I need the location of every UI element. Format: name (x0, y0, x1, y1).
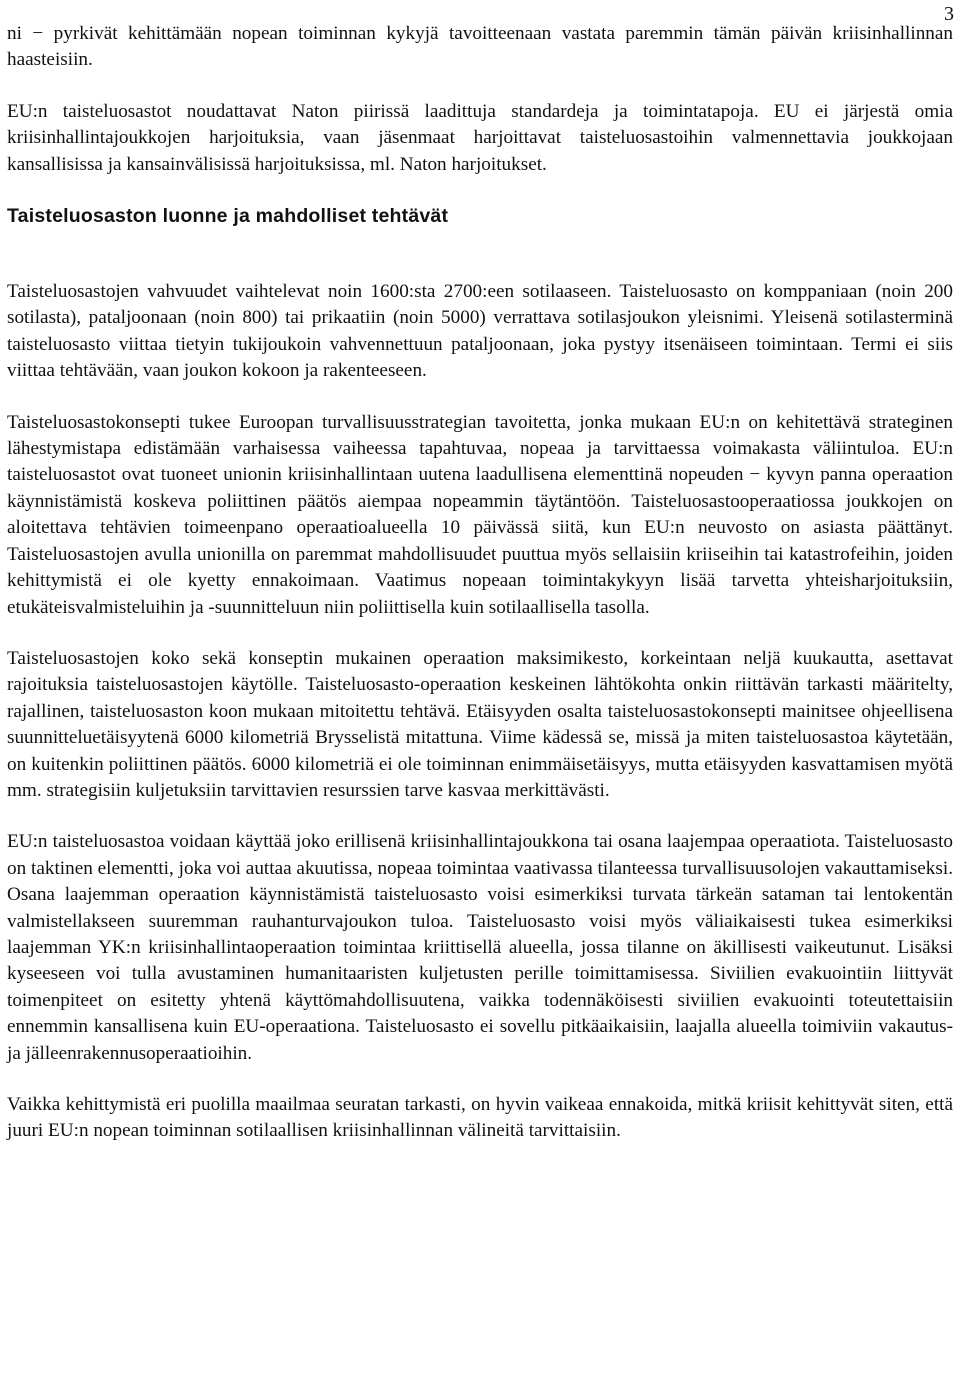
paragraph-6: EU:n taisteluosastoa voidaan käyttää joko erillisenä kriisinhallintajoukkona tai osana laajempaa operaatiota. Taisteluosasto on taktinen elementti, joka voi auttaa akuutissa, nopeaa toimintaa vaativassa tilanteessa turvallisuusolojen vakauttamiseksi. Osana laajemman operaation käynnistämistä taisteluosasto voisi esimerkiksi turvata tärkeän sataman tai lentokentän valmistellakseen suuremman rauhanturvajoukon tuloa. Taisteluosasto voisi myös väliaikaisesti tukea esimerkiksi laajemman YK:n kriisinhallintaoperaation toimintaa kriittisellä alueella, jossa tilanne on äkillisesti vaikeutunut. Lisäksi kyseeseen voi tulla avustaminen humanitaaristen kuljetusten perille toimittamisessa. Siviilien evakuointiin liittyvät toimenpiteet on esitetty yhtenä käyttömahdollisuutena, vaikka todennäköisesti siviilien evakuointi toteutettaisiin ennemmin kansallisena kuin EU-operaationa. Taisteluosasto ei sovellu pitkäaikaisiin, laajalla alueella toimiviin vakautus- ja jälleenrakennusoperaatioihin. (7, 831, 953, 1064)
paragraph-1: ni − pyrkivät kehittämään nopean toiminnan kykyjä tavoitteenaan vastata paremmin tämän päivän kriisinhallinnan haasteisiin. (7, 23, 953, 71)
paragraph-5: Taisteluosastojen koko sekä konseptin mukainen operaation maksimikesto, korkeintaan neljä kuukautta, asettavat rajoituksia taisteluosastojen käytölle. Taisteluosasto-operaation keskeinen lähtökohta onkin riittävän tarkasti määritelty, rajallinen, taisteluosaston koon mukaan mitoitettu tehtävä. Etäisyyden osalta taisteluosastokonsepti mainitsee ohjeellisena suunnitteluetäisyytenä 6000 kilometriä Brysselistä mitattuna. Viime kädessä se, missä ja miten taisteluosastoa käytetään, on kuitenkin poliittinen päätös. 6000 kilometriä ei ole toiminnan enimmäisetäisyys, mutta etäisyyden kasvattamisen myötä mm. strategisiin kuljetuksiin tarvittavien resurssien tarve kasvaa merkittävästi. (7, 647, 953, 801)
page-number: 3 (944, 3, 954, 25)
paragraph-7: Vaikka kehittymistä eri puolilla maailmaa seuratan tarkasti, on hyvin vaikeaa ennakoida, mitkä kriisit kehittyvät siten, että juuri EU:n nopean toiminnan sotilaallisen kriisinhallinnan välineitä tarvittaisiin. (7, 1094, 953, 1142)
paragraph-4: Taisteluosastokonsepti tukee Euroopan turvallisuusstrategian tavoitetta, jonka mukaan EU:n on kehitettävä strateginen lähestymistapa edistämään varhaisessa vaiheessa tapahtuvaa, nopeaa ja tarvittaessa voimakasta väliintuloa. EU:n taisteluosastot ovat tuoneet unionin kriisinhallintaan uutena laadullisena elementtinä nopeuden − kyvyn panna operaation käynnistämistä koskeva poliittinen päätös aiempaa nopeammin täytäntöön. Taisteluosastooperaatiossa joukkojen on aloitettava tehtävien toimeenpano operaatioalueella 10 päivässä siitä, kun EU:n neuvosto on asiasta päättänyt. Taisteluosastojen avulla unionilla on paremmat mahdollisuudet puuttua myös sellaisiin kriiseihin tai katastrofeihin, joiden kehittymistä ei ole kyetty ennakoimaan. Vaatimus nopeaan toimintakykyyn lisää tarvetta yhteisharjoituksiin, etukäteisvalmisteluihin ja -suunnitteluun niin poliittisella kuin sotilaallisella tasolla. (7, 411, 953, 618)
document-body (7, 21, 953, 1170)
paragraph-3: Taisteluosastojen vahvuudet vaihtelevat noin 1600:sta 2700:een sotilaaseen. Taisteluosasto on komppaniaan (noin 200 sotilasta), pataljoonaan (noin 800) tai prikaatiin (noin 5000) verrattava sotilasjoukon yleisnimi. Yleisenä sotilasterminä taisteluosasto viittaa tietyin tukijoukoin vahvennettuun pataljoonaan, joka pystyy itsenäiseen toimintaan. Termi ei siis viittaa tehtävään, vaan joukon kokoon ja rakenteeseen. (7, 281, 953, 382)
section-heading: Taisteluosaston luonne ja mahdolliset tehtävät (7, 205, 449, 228)
paragraph-2: EU:n taisteluosastot noudattavat Naton piirissä laadittuja standardeja ja toimintatapoja. EU ei järjestä omia kriisinhallintajoukkojen harjoituksia, vaan jäsenmaat harjoittavat taisteluosastoihin valmennettavia joukkojaan kansallisissa ja kansainvälisissä harjoituksissa, ml. Naton harjoitukset. (7, 100, 953, 175)
